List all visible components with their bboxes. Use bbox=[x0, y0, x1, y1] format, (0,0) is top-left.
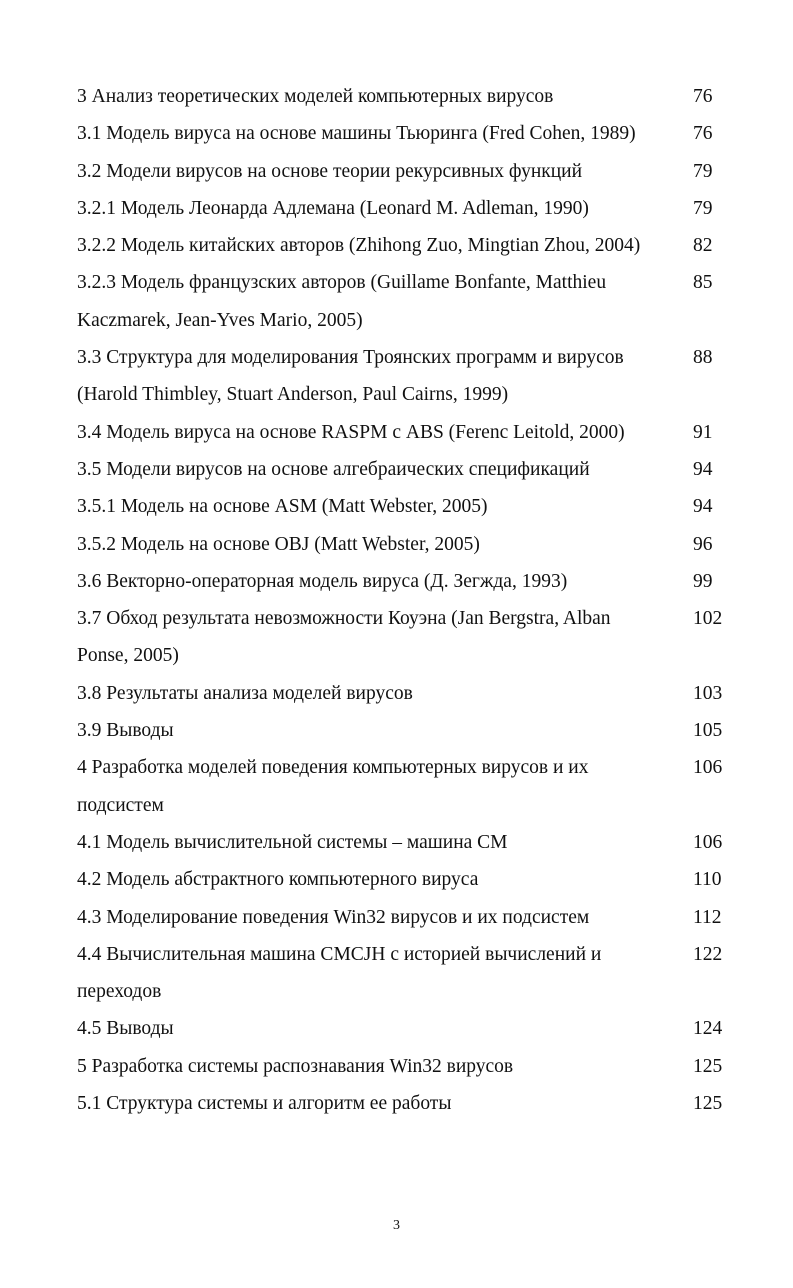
toc-entry-title: 4.2 Модель абстрактного компьютерного вируса bbox=[77, 869, 479, 891]
toc-entry bbox=[77, 494, 727, 531]
toc-entry-title: 4.4 Вычислительная машина CMCJH с историей вычислений и bbox=[77, 943, 602, 965]
toc-entry-page: 112 bbox=[693, 906, 722, 928]
toc-entry bbox=[77, 830, 727, 867]
toc-entry-title: 4.1 Модель вычислительной системы – машина CM bbox=[77, 831, 508, 853]
toc-entry bbox=[77, 270, 727, 307]
table-of-contents bbox=[77, 84, 727, 1128]
toc-entry bbox=[77, 196, 727, 233]
toc-entry-title: 5 Разработка системы распознавания Win32 вирусов bbox=[77, 1055, 514, 1077]
toc-entry bbox=[77, 718, 727, 755]
toc-entry bbox=[77, 1091, 727, 1128]
toc-entry-title: 3.2 Модели вирусов на основе теории рекурсивных функций bbox=[77, 160, 583, 182]
toc-entry bbox=[77, 457, 727, 494]
toc-entry-page: 94 bbox=[693, 496, 713, 518]
toc-entry bbox=[77, 345, 727, 382]
toc-entry-title: 3.5.2 Модель на основе OBJ (Matt Webster, 2005) bbox=[77, 533, 480, 555]
toc-entry-title: 3.5.1 Модель на основе ASM (Matt Webster, 2005) bbox=[77, 496, 488, 518]
toc-entry bbox=[77, 569, 727, 606]
toc-entry bbox=[77, 681, 727, 718]
toc-entry bbox=[77, 755, 727, 792]
toc-entry-title: 4 Разработка моделей поведения компьютерных вирусов и их bbox=[77, 757, 589, 779]
toc-entry-page: 82 bbox=[693, 235, 713, 257]
toc-entry-title: 3.7 Обход результата невозможности Коуэна (Jan Bergstra, Alban bbox=[77, 608, 611, 630]
toc-entry-page: 76 bbox=[693, 123, 713, 145]
toc-entry-title: 3.8 Результаты анализа моделей вирусов bbox=[77, 682, 413, 704]
toc-entry bbox=[77, 532, 727, 569]
toc-entry-title: 3.2.1 Модель Леонарда Адлемана (Leonard M. Adleman, 1990) bbox=[77, 197, 589, 219]
toc-entry-page: 88 bbox=[693, 347, 713, 369]
toc-entry-page: 91 bbox=[693, 421, 713, 443]
toc-entry-page: 79 bbox=[693, 197, 713, 219]
toc-entry-page: 106 bbox=[693, 757, 723, 779]
toc-entry-page: 102 bbox=[693, 608, 723, 630]
toc-entry-page: 122 bbox=[693, 943, 723, 965]
toc-entry-title: 4.5 Выводы bbox=[77, 1018, 174, 1040]
toc-entry-title: 3.1 Модель вируса на основе машины Тьюринга (Fred Cohen, 1989) bbox=[77, 123, 636, 145]
toc-entry-continuation: Ponse, 2005) bbox=[77, 645, 179, 667]
toc-entry-continuation: подсистем bbox=[77, 794, 164, 816]
toc-entry-page: 125 bbox=[693, 1093, 723, 1115]
toc-entry bbox=[77, 159, 727, 196]
toc-entry-title: 3.5 Модели вирусов на основе алгебраических спецификаций bbox=[77, 458, 590, 480]
toc-entry bbox=[77, 905, 727, 942]
toc-entry bbox=[77, 84, 727, 121]
toc-entry-continuation: переходов bbox=[77, 981, 162, 1003]
toc-entry bbox=[77, 606, 727, 643]
toc-entry-title: 5.1 Структура системы и алгоритм ее работы bbox=[77, 1093, 452, 1115]
toc-entry bbox=[77, 942, 727, 979]
toc-entry bbox=[77, 121, 727, 158]
toc-entry-title: 3.6 Векторно-операторная модель вируса (Д. Зегжда, 1993) bbox=[77, 570, 568, 592]
toc-entry-page: 105 bbox=[693, 720, 723, 742]
toc-entry-title: 3.4 Модель вируса на основе RASPM с ABS (Ferenc Leitold, 2000) bbox=[77, 421, 625, 443]
toc-entry-page: 103 bbox=[693, 682, 723, 704]
toc-entry-title: 3 Анализ теоретических моделей компьютерных вирусов bbox=[77, 86, 554, 107]
toc-entry-page: 125 bbox=[693, 1055, 723, 1077]
toc-entry bbox=[77, 420, 727, 457]
toc-entry-page: 79 bbox=[693, 160, 713, 182]
toc-entry bbox=[77, 867, 727, 904]
toc-entry bbox=[77, 233, 727, 270]
toc-entry bbox=[77, 1016, 727, 1053]
toc-entry-continuation: (Harold Thimbley, Stuart Anderson, Paul Cairns, 1999) bbox=[77, 384, 509, 406]
toc-entry-title: 3.9 Выводы bbox=[77, 720, 174, 742]
toc-entry-page: 94 bbox=[693, 458, 713, 480]
toc-entry-page: 96 bbox=[693, 533, 713, 555]
toc-entry-title: 3.2.3 Модель французских авторов (Guillame Bonfante, Matthieu bbox=[77, 272, 607, 294]
page-number: 3 bbox=[393, 1218, 400, 1233]
toc-entry-page: 110 bbox=[693, 869, 722, 891]
toc-entry-page: 76 bbox=[693, 86, 713, 107]
toc-entry bbox=[77, 1054, 727, 1091]
toc-entry-continuation: Kaczmarek, Jean-Yves Mario, 2005) bbox=[77, 309, 363, 331]
toc-entry-title: 3.2.2 Модель китайских авторов (Zhihong Zuo, Mingtian Zhou, 2004) bbox=[77, 235, 641, 257]
toc-entry-page: 85 bbox=[693, 272, 713, 294]
toc-entry-page: 106 bbox=[693, 831, 723, 853]
toc-entry-title: 4.3 Моделирование поведения Win32 вирусов и их подсистем bbox=[77, 906, 590, 928]
toc-entry-title: 3.3 Структура для моделирования Троянских программ и вирусов bbox=[77, 347, 624, 369]
toc-entry-page: 124 bbox=[693, 1018, 723, 1040]
toc-entry-page: 99 bbox=[693, 570, 713, 592]
